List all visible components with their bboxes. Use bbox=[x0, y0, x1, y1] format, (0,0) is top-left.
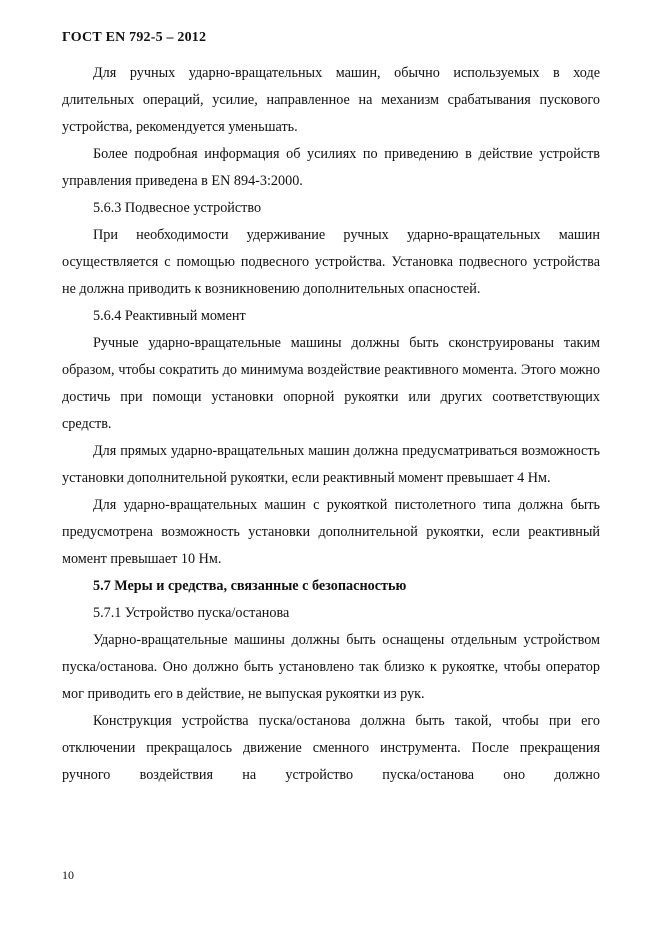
paragraph-pistol-grip-machines: Для ударно-вращательных машин с рукояткой пистолетного типа должна быть предусмотрена возможность установки дополнительной рукоятки, если реактивный момент превышает 10 Нм. bbox=[62, 497, 600, 567]
paragraph-straight-machines: Для прямых ударно-вращательных машин должна предусматриваться возможность установки дополнительной рукоятки, если реактивный момент превышает 4 Нм. bbox=[62, 443, 600, 486]
paragraph-control-forces-reference: Более подробная информация об усилиях по приведению в действие устройств управления приведена в EN 894-3:2000. bbox=[62, 146, 600, 189]
subsection-heading-reaction-torque: 5.6.4 Реактивный момент bbox=[93, 308, 246, 324]
document-body bbox=[62, 60, 600, 789]
paragraph-suspension: При необходимости удерживание ручных ударно-вращательных машин осуществляется с помощью подвесного устройства. Установка подвесного устройства не должна приводить к возникновению дополнительных опасностей. bbox=[62, 227, 600, 297]
document-header: ГОСТ EN 792-5 – 2012 bbox=[62, 30, 207, 45]
page-number: 10 bbox=[62, 868, 74, 882]
subsection-heading-start-stop: 5.7.1 Устройство пуска/останова bbox=[93, 605, 290, 621]
subsection-heading-suspension: 5.6.3 Подвесное устройство bbox=[93, 200, 262, 216]
paragraph-trigger-force: Для ручных ударно-вращательных машин, обычно используемых в ходе длительных операций, усилие, направленное на механизм срабатывания пускового устройства, рекомендуется уменьшать. bbox=[62, 65, 600, 135]
paragraph-reaction-torque: Ручные ударно-вращательные машины должны быть сконструированы таким образом, чтобы сократить до минимума воздействие реактивного момента. Этого можно достичь при помощи установки опорной рукоятки или других соответствующих средств. bbox=[62, 335, 600, 432]
paragraph-start-stop-device: Ударно-вращательные машины должны быть оснащены отдельным устройством пуска/останова. Оно должно быть установлено так близко к рукоятке, чтобы оператор мог приводить его в действие, не выпуская рукоятки из рук. bbox=[62, 632, 600, 702]
paragraph-start-stop-design: Конструкция устройства пуска/останова должна быть такой, чтобы при его отключении прекращалось движение сменного инструмента. После прекращения ручного воздействия на устройство пуска/останова оно должно bbox=[62, 713, 600, 783]
section-heading-safety-measures: 5.7 Меры и средства, связанные с безопасностью bbox=[93, 578, 407, 594]
